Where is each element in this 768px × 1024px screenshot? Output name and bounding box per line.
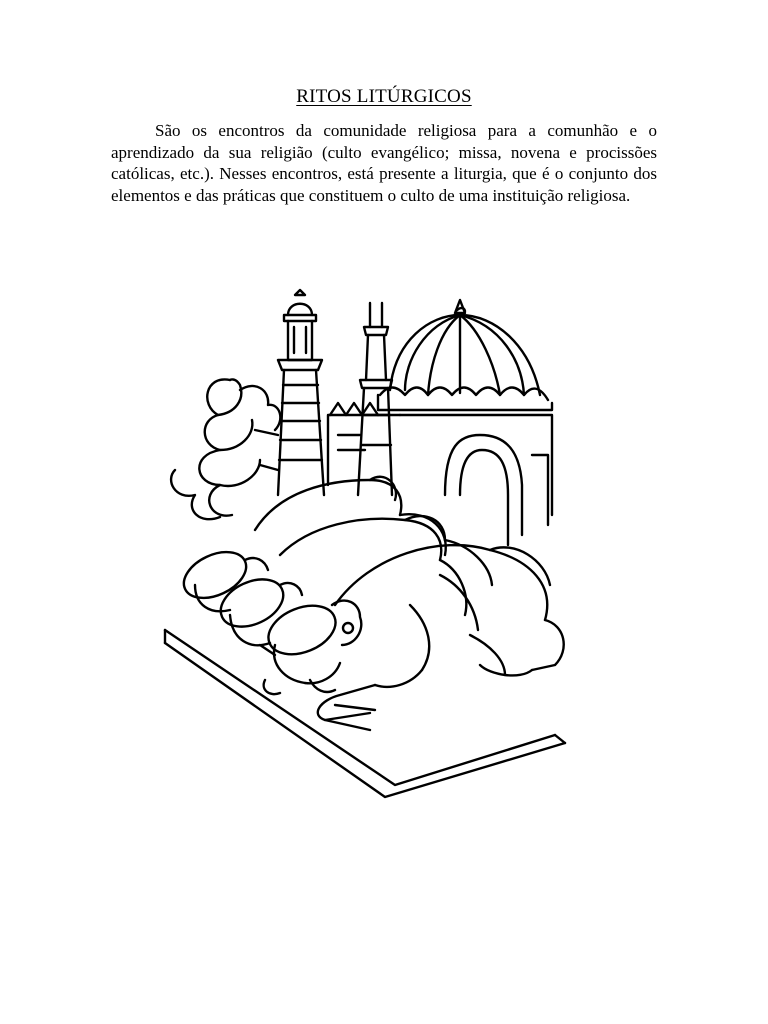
mosque-dome (378, 300, 552, 410)
praying-men-legs (440, 540, 492, 615)
praying-man-front (261, 545, 563, 730)
body-paragraph: São os encontros da comunidade religiosa para a comunhão e o aprendizado da sua religião (culto evangélico; missa, novena e procissões católicas, etc.). Nesses encontros, está presente a liturgia, que é o conjunto dos elementos e das práticas que constituem o culto de uma instituição religiosa. (111, 121, 657, 205)
minaret-left (278, 290, 324, 495)
prayer-illustration (160, 285, 580, 810)
praying-man-back (177, 477, 446, 612)
bush (171, 379, 280, 519)
praying-man-middle (213, 516, 445, 655)
minaret-middle (358, 303, 392, 495)
page-title: RITOS LITÚRGICOS (296, 86, 472, 107)
